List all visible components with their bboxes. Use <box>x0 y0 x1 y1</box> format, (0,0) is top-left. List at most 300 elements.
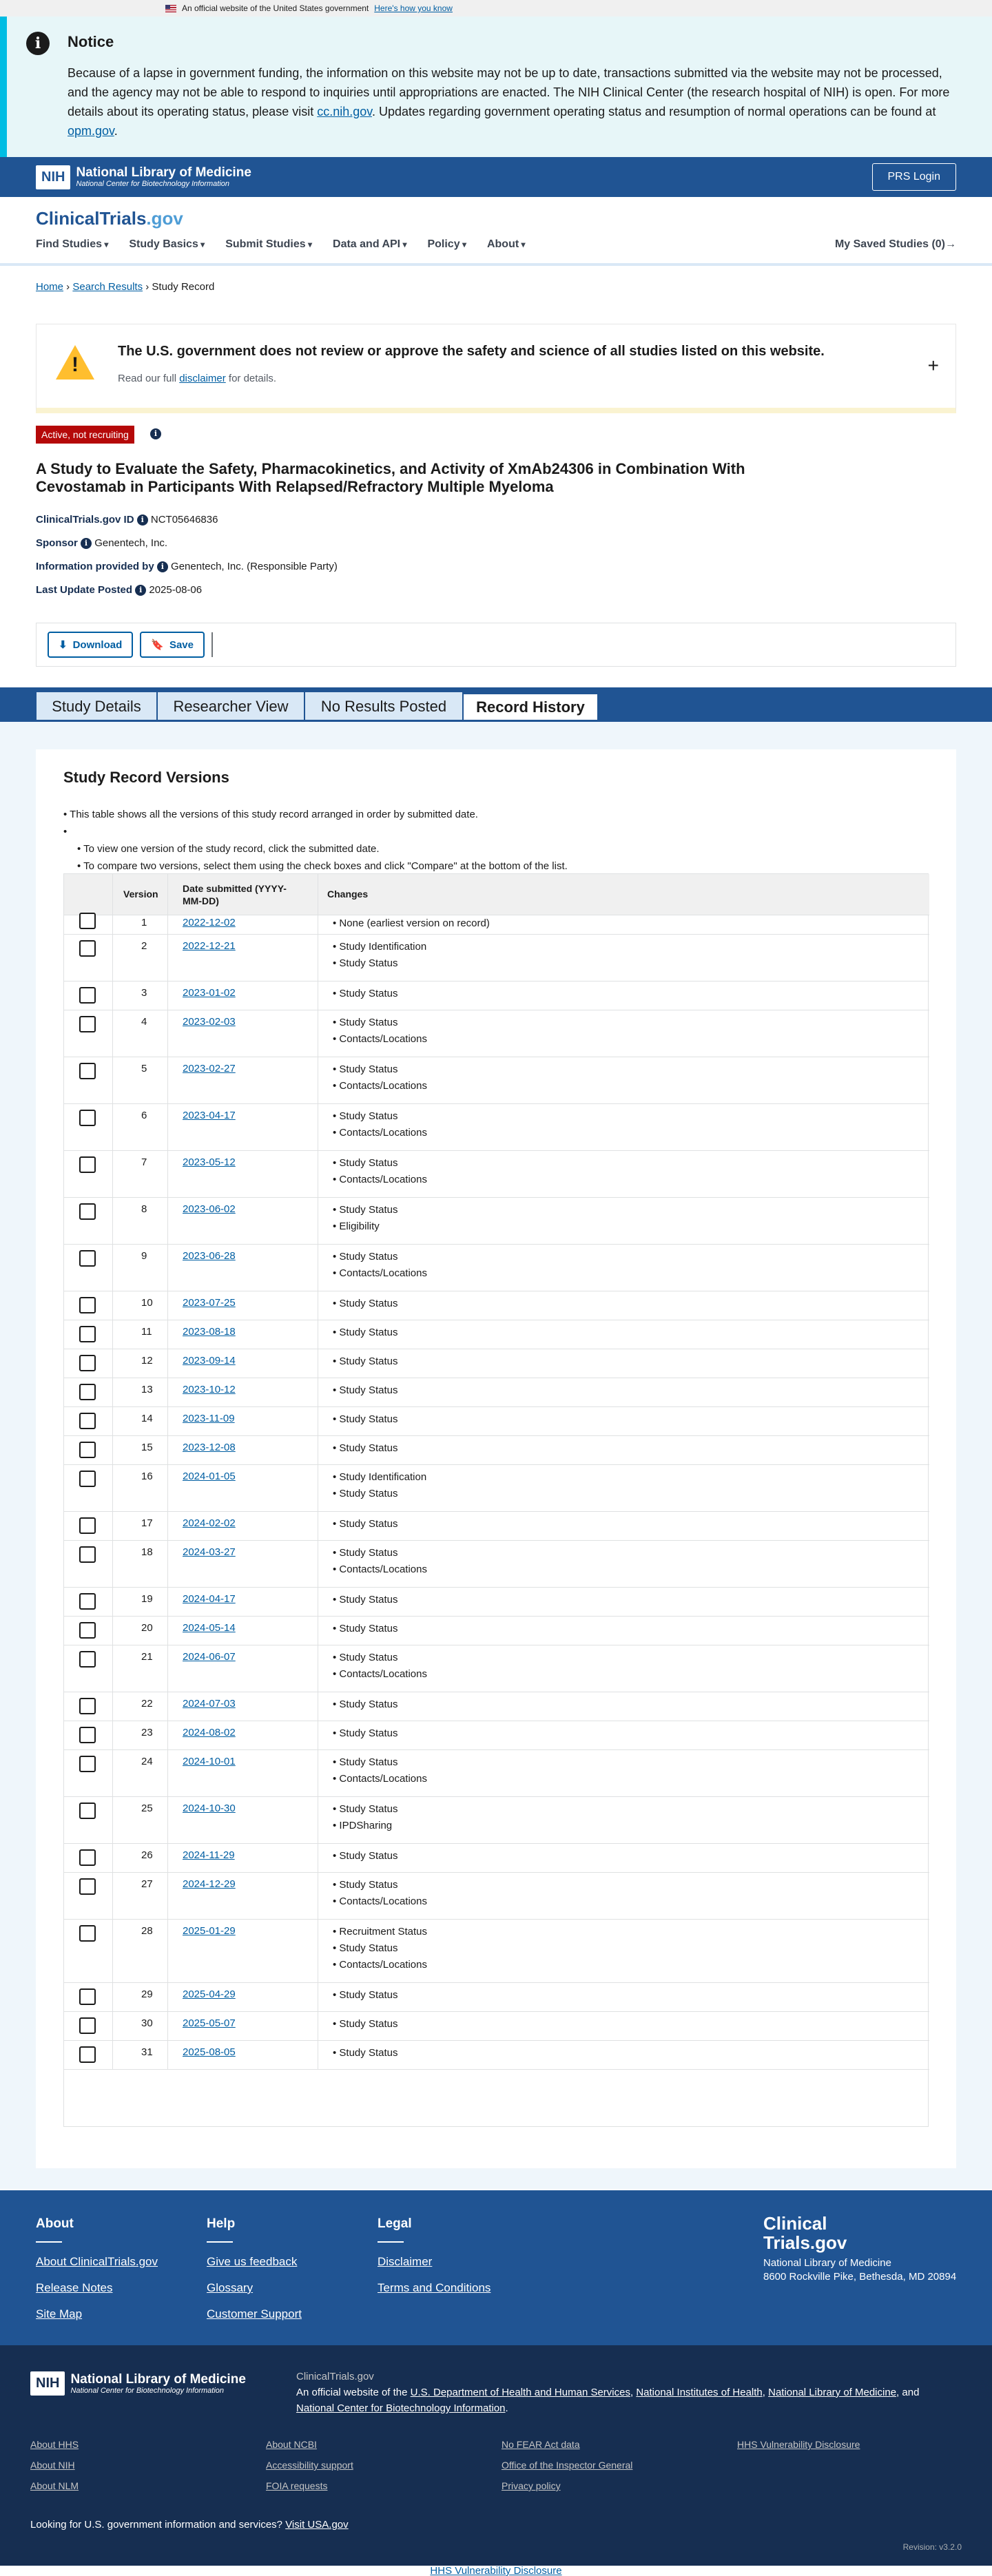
compare-checkbox[interactable] <box>79 1250 96 1267</box>
table-row <box>64 1692 929 1721</box>
change-item: • Study Status <box>333 1696 397 1713</box>
changes-list <box>333 1325 397 1341</box>
table-row <box>64 1797 929 1844</box>
footer-brand <box>763 2214 956 2284</box>
version-number: 22 <box>141 1698 153 1710</box>
cc-nih-link[interactable]: cc.nih.gov <box>317 105 372 118</box>
change-item: • Study Status <box>333 1987 397 2004</box>
footer-nih-link[interactable]: National Institutes of Health <box>636 2387 763 2398</box>
expand-icon[interactable]: + <box>927 355 939 376</box>
version-date-link[interactable]: 2024-12-29 <box>183 1878 236 1890</box>
version-date-link[interactable]: 2024-11-29 <box>183 1849 235 1861</box>
versions-instructions <box>63 806 568 875</box>
compare-checkbox[interactable] <box>79 1413 96 1429</box>
column-divider <box>167 1320 168 1349</box>
version-date-link[interactable]: 2024-04-17 <box>183 1593 236 1605</box>
warning-icon: ! <box>56 345 94 380</box>
column-divider <box>112 874 113 915</box>
compare-checkbox[interactable] <box>79 1517 96 1534</box>
table-row <box>64 1198 929 1245</box>
table-row <box>64 1057 929 1104</box>
action-divider <box>211 632 213 657</box>
column-divider <box>112 1797 113 1844</box>
version-date-link[interactable]: 2025-01-29 <box>183 1925 236 1937</box>
link-hhs-vuln[interactable]: HHS Vulnerability Disclosure <box>737 2439 860 2450</box>
version-date-link[interactable]: 2023-04-17 <box>183 1110 236 1121</box>
column-divider <box>112 1349 113 1378</box>
nih-logo-box: NIH <box>36 165 70 189</box>
version-date-link[interactable]: 2023-07-25 <box>183 1297 236 1309</box>
compare-checkbox[interactable] <box>79 1803 96 1819</box>
changes-list <box>333 1108 427 1141</box>
change-item: • Study Status <box>333 1325 397 1341</box>
column-divider <box>167 1198 168 1245</box>
changes-list <box>333 986 397 1002</box>
column-divider <box>167 1104 168 1151</box>
disclaimer-link[interactable]: disclaimer <box>179 373 226 384</box>
compare-checkbox[interactable] <box>79 1878 96 1895</box>
change-item: • Contacts/Locations <box>333 1172 427 1188</box>
version-date-link[interactable]: 2025-08-05 <box>183 2046 236 2058</box>
nav-data-api[interactable]: Data and API ▾ <box>333 238 406 251</box>
table-row <box>64 1750 929 1797</box>
column-divider <box>112 1617 113 1645</box>
instruction-subitems <box>63 823 568 875</box>
bottom-hhs-link-wrap <box>0 2566 992 2576</box>
change-item: • Study Status <box>333 1155 427 1172</box>
link-about-nih[interactable]: About NIH <box>30 2460 75 2471</box>
nlm-sub: National Center for Biotechnology Information <box>76 180 230 188</box>
table-row <box>64 1588 929 1617</box>
change-item: • Study Status <box>333 955 426 972</box>
column-divider <box>167 1378 168 1407</box>
footer-link-glossary[interactable]: Glossary <box>207 2281 254 2294</box>
compare-checkbox[interactable] <box>79 1016 96 1032</box>
change-item: • Study Status <box>333 1296 397 1312</box>
compare-checkbox[interactable] <box>79 1756 96 1772</box>
footer-site-name: ClinicalTrials.gov <box>296 2371 374 2382</box>
compare-checkbox[interactable] <box>79 940 96 957</box>
gov-banner <box>0 0 992 17</box>
footer-help-heading: Help <box>207 2216 236 2231</box>
provided-info-icon[interactable]: i <box>157 561 168 572</box>
changes-list <box>333 1987 397 2004</box>
version-number: 28 <box>141 1925 153 1937</box>
opm-link[interactable]: opm.gov <box>68 124 114 138</box>
compare-checkbox[interactable] <box>79 1988 96 2005</box>
column-divider <box>167 1721 168 1750</box>
footer-rule <box>36 2241 62 2243</box>
version-date-link[interactable]: 2024-10-30 <box>183 1803 236 1814</box>
my-saved-studies-link[interactable]: My Saved Studies (0)→ <box>834 238 956 250</box>
usa-gov-link[interactable]: Visit USA.gov <box>285 2519 349 2531</box>
sponsor-info-icon[interactable]: i <box>81 538 92 549</box>
footer-official-text <box>296 2369 958 2416</box>
nlm-logo[interactable] <box>36 165 251 189</box>
version-date-link[interactable]: 2023-12-08 <box>183 1442 236 1453</box>
version-number: 2 <box>141 940 147 952</box>
change-item: • Study Status <box>333 1877 427 1893</box>
updated-info-icon[interactable]: i <box>135 585 146 596</box>
version-date-link[interactable]: 2024-06-07 <box>183 1651 236 1663</box>
changes-list <box>333 1516 397 1533</box>
changes-list <box>333 1015 427 1048</box>
compare-checkbox[interactable] <box>79 1203 96 1220</box>
column-divider <box>112 1198 113 1245</box>
footer-sep: , and <box>896 2387 920 2398</box>
column-divider <box>167 1750 168 1797</box>
link-foia[interactable]: FOIA requests <box>266 2480 328 2491</box>
link-about-ncbi[interactable]: About NCBI <box>266 2439 317 2450</box>
footer-link-support[interactable]: Customer Support <box>207 2307 302 2320</box>
table-row <box>64 1465 929 1512</box>
changes-list <box>333 1754 427 1787</box>
compare-checkbox[interactable] <box>79 1925 96 1942</box>
footer-link-release-notes[interactable]: Release Notes <box>36 2281 113 2294</box>
changes-list <box>333 1725 397 1742</box>
version-date-link[interactable]: 2024-10-01 <box>183 1756 236 1767</box>
version-date-link[interactable]: 2022-12-21 <box>183 940 236 952</box>
version-number: 6 <box>141 1110 147 1121</box>
breadcrumb-search-results[interactable]: Search Results <box>72 281 143 293</box>
nav-about[interactable]: About ▾ <box>487 238 526 251</box>
study-id-info-icon[interactable]: i <box>137 515 148 526</box>
footer-about-col <box>36 2216 158 2334</box>
change-item: • Eligibility <box>333 1218 397 1235</box>
version-date-link[interactable]: 2023-06-28 <box>183 1250 236 1262</box>
change-item: • Study Status <box>333 2016 397 2033</box>
version-date-link[interactable]: 2023-06-02 <box>183 1203 236 1215</box>
change-item: • Study Identification <box>333 1469 426 1486</box>
table-row <box>64 2041 929 2070</box>
change-item: • None (earliest version on record) <box>333 915 490 932</box>
disclaimer-box <box>36 324 956 413</box>
changes-list <box>333 915 490 932</box>
change-item: • Contacts/Locations <box>333 1957 427 1973</box>
sponsor: Genentech, Inc. <box>94 537 168 549</box>
provided-by: Genentech, Inc. (Responsible Party) <box>171 561 338 572</box>
column-divider <box>167 1797 168 1844</box>
footer-hhs-link[interactable]: U.S. Department of Health and Human Services <box>410 2387 630 2398</box>
nav-find-studies[interactable]: Find Studies ▾ <box>36 238 108 251</box>
change-item: • IPDSharing <box>333 1818 397 1834</box>
change-item: • Study Status <box>333 2045 397 2061</box>
changes-list <box>333 1592 397 1608</box>
gov-banner-link[interactable]: Here's how you know <box>374 3 453 13</box>
version-number: 12 <box>141 1355 153 1367</box>
change-item: • Study Status <box>333 1411 397 1428</box>
table-row <box>64 915 929 935</box>
changes-list <box>333 1469 426 1502</box>
link-no-fear[interactable]: No FEAR Act data <box>502 2439 580 2450</box>
link-about-hhs[interactable]: About HHS <box>30 2439 79 2450</box>
versions-card <box>36 749 956 2168</box>
version-number: 30 <box>141 2017 153 2029</box>
compare-checkbox[interactable] <box>79 1727 96 1743</box>
version-date-link[interactable]: 2023-09-14 <box>183 1355 236 1367</box>
version-date-link[interactable]: 2022-12-02 <box>183 917 236 928</box>
compare-checkbox[interactable] <box>79 1593 96 1610</box>
action-bar <box>36 623 956 667</box>
column-divider <box>167 1692 168 1721</box>
column-divider <box>112 1151 113 1198</box>
version-number: 25 <box>141 1803 153 1814</box>
footer-address-1: National Library of Medicine <box>763 2257 891 2269</box>
info-icon: i <box>26 32 50 55</box>
version-date-link[interactable]: 2024-08-02 <box>183 1727 236 1738</box>
notice-text-1: Because of a lapse in government funding, the information on this website may not be up to date, transactions submitted via the website may not be processed, and the agency may not be able to respond to inquiries until appropriations are enacted. The NIH Clinical Center (the research hospital of NIH) is open. For more details about its operating status, please visit <box>68 66 950 118</box>
table-row <box>64 981 929 1010</box>
header-version: Version <box>123 889 158 900</box>
version-number: 4 <box>141 1016 147 1028</box>
footer-links-col4 <box>737 2439 860 2460</box>
change-item: • Study Status <box>333 1486 426 1502</box>
nlm-bar <box>0 157 992 197</box>
table-row <box>64 1983 929 2012</box>
footer-link-feedback[interactable]: Give us feedback <box>207 2255 298 2268</box>
bottom-hhs-link[interactable]: HHS Vulnerability Disclosure <box>430 2565 562 2576</box>
footer-link-about-ct[interactable]: About ClinicalTrials.gov <box>36 2255 158 2268</box>
last-update: 2025-08-06 <box>149 584 203 596</box>
changes-list <box>333 1249 427 1282</box>
column-divider <box>112 1057 113 1104</box>
versions-table <box>63 873 929 2127</box>
table-row <box>64 1320 929 1349</box>
agency-footer <box>0 2345 992 2566</box>
compare-checkbox[interactable] <box>79 1698 96 1714</box>
compare-checkbox[interactable] <box>79 987 96 1004</box>
table-row <box>64 1349 929 1378</box>
version-number: 3 <box>141 987 147 999</box>
column-divider <box>112 1291 113 1320</box>
sponsor-row <box>36 537 167 549</box>
usa-text: Looking for U.S. government information and services? <box>30 2519 286 2531</box>
change-item: • Contacts/Locations <box>333 1893 427 1910</box>
footer-sep: , <box>630 2387 637 2398</box>
changes-list <box>333 1202 397 1235</box>
version-date-link[interactable]: 2025-04-29 <box>183 1988 236 2000</box>
compare-checkbox[interactable] <box>79 1156 96 1173</box>
column-divider <box>167 1920 168 1983</box>
compare-checkbox[interactable] <box>79 1622 96 1639</box>
tab-study-details[interactable]: Study Details <box>36 692 157 720</box>
link-about-nlm[interactable]: About NLM <box>30 2480 79 2491</box>
changes-list <box>333 939 426 972</box>
version-number: 19 <box>141 1593 153 1605</box>
footer-nlm-link[interactable]: National Library of Medicine <box>768 2387 897 2398</box>
status-badge: Active, not recruiting <box>36 426 134 444</box>
footer-help-col <box>207 2216 302 2334</box>
footer-nlm-name: National Library of Medicine <box>70 2371 246 2387</box>
column-divider <box>167 1645 168 1692</box>
link-privacy[interactable]: Privacy policy <box>502 2480 561 2491</box>
link-accessibility[interactable]: Accessibility support <box>266 2460 353 2471</box>
changes-list <box>333 2045 397 2061</box>
column-divider <box>167 1407 168 1436</box>
changes-list <box>333 1696 397 1713</box>
us-flag-icon <box>165 5 176 12</box>
changes-list <box>333 2016 397 2033</box>
column-divider <box>112 1873 113 1920</box>
version-date-link[interactable]: 2023-01-02 <box>183 987 236 999</box>
footer-address-2: 8600 Rockville Pike, Bethesda, MD 20894 <box>763 2271 957 2283</box>
footer-brand-b: Trials.gov <box>763 2232 847 2253</box>
column-divider <box>167 1436 168 1465</box>
table-row <box>64 1920 929 1983</box>
change-item: • Study Status <box>333 1061 427 1078</box>
footer-legal-heading: Legal <box>378 2216 412 2231</box>
version-number: 7 <box>141 1156 147 1168</box>
footer-rule <box>207 2241 233 2243</box>
column-divider <box>112 1692 113 1721</box>
compare-checkbox[interactable] <box>79 1546 96 1563</box>
change-item: • Contacts/Locations <box>333 1078 427 1094</box>
nav-submit-studies[interactable]: Submit Studies ▾ <box>225 238 312 251</box>
header-changes: Changes <box>327 889 369 900</box>
instruction-subitem: • To compare two versions, select them using the check boxes and click "Compare" at the bottom of the list. <box>77 858 568 875</box>
compare-checkbox[interactable] <box>79 913 96 929</box>
table-row <box>64 1378 929 1407</box>
footer-links-col2 <box>266 2439 353 2501</box>
compare-checkbox[interactable] <box>79 2046 96 2063</box>
footer-end: . <box>505 2402 508 2414</box>
compare-checkbox[interactable] <box>79 1297 96 1313</box>
shutdown-notice <box>0 17 992 157</box>
version-date-link[interactable]: 2023-02-03 <box>183 1016 236 1028</box>
instruction-item: • This table shows all the versions of this study record arranged in order by submitted date. <box>63 806 568 823</box>
change-item: • Study Status <box>333 1621 397 1637</box>
column-divider <box>167 1541 168 1588</box>
column-divider <box>112 915 113 935</box>
download-icon: ⬇ <box>59 639 68 651</box>
version-date-link[interactable]: 2023-10-12 <box>183 1384 236 1395</box>
table-row <box>64 1245 929 1291</box>
site-logo[interactable] <box>36 208 183 229</box>
breadcrumb-home[interactable]: Home <box>36 281 64 293</box>
table-row <box>64 1407 929 1436</box>
tab-researcher-view[interactable]: Researcher View <box>157 692 304 720</box>
version-date-link[interactable]: 2024-07-03 <box>183 1698 236 1710</box>
compare-checkbox[interactable] <box>79 1384 96 1400</box>
changes-list <box>333 1440 397 1457</box>
table-row <box>64 1873 929 1920</box>
disclaimer-text <box>118 373 276 384</box>
version-number: 16 <box>141 1471 153 1482</box>
column-divider <box>167 1512 168 1541</box>
nlm-logo-text <box>76 166 251 188</box>
table-row <box>64 935 929 981</box>
compare-checkbox[interactable] <box>79 1849 96 1866</box>
link-oig[interactable]: Office of the Inspector General <box>502 2460 633 2471</box>
column-divider <box>112 1844 113 1873</box>
version-date-link[interactable]: 2024-05-14 <box>183 1622 236 1634</box>
column-divider <box>167 1291 168 1320</box>
save-button[interactable] <box>140 632 205 658</box>
version-date-link[interactable]: 2024-02-02 <box>183 1517 236 1529</box>
changes-list <box>333 1801 397 1834</box>
compare-checkbox[interactable] <box>79 1355 96 1371</box>
nav-policy[interactable]: Policy ▾ <box>427 238 466 251</box>
table-row <box>64 1151 929 1198</box>
version-number: 13 <box>141 1384 153 1395</box>
compare-checkbox[interactable] <box>79 1442 96 1458</box>
footer-nlm-logo[interactable] <box>30 2371 246 2396</box>
footer-sep: , <box>762 2387 769 2398</box>
tab-no-results-posted[interactable]: No Results Posted <box>304 692 463 720</box>
changes-list <box>333 1061 427 1094</box>
gov-banner-text: An official website of the United States government <box>182 3 369 13</box>
change-item: • Recruitment Status <box>333 1924 427 1940</box>
footer-link-terms[interactable]: Terms and Conditions <box>378 2281 491 2294</box>
compare-checkbox[interactable] <box>79 2017 96 2034</box>
version-number: 5 <box>141 1063 147 1074</box>
change-item: • Study Status <box>333 1725 397 1742</box>
column-divider <box>167 1245 168 1291</box>
footer-link-disclaimer[interactable]: Disclaimer <box>378 2255 433 2268</box>
nav-study-basics[interactable]: Study Basics ▾ <box>129 238 205 251</box>
download-button[interactable] <box>48 632 133 658</box>
footer-ncbi-link[interactable]: National Center for Biotechnology Information <box>296 2402 506 2414</box>
footer-official-a: An official website of the <box>296 2387 411 2398</box>
changes-list <box>333 1848 397 1865</box>
column-divider <box>112 1645 113 1692</box>
disclaimer-text-a: Read our full <box>118 373 180 384</box>
table-row <box>64 1436 929 1465</box>
site-header <box>0 197 992 266</box>
version-date-link[interactable]: 2024-03-27 <box>183 1546 236 1558</box>
column-divider <box>167 1873 168 1920</box>
change-item: • Contacts/Locations <box>333 1125 427 1141</box>
footer-link-site-map[interactable]: Site Map <box>36 2307 83 2320</box>
version-date-link[interactable]: 2024-01-05 <box>183 1471 236 1482</box>
column-divider <box>112 1436 113 1465</box>
version-number: 24 <box>141 1756 153 1767</box>
column-divider <box>112 1320 113 1349</box>
footer-about-heading: About <box>36 2216 74 2231</box>
status-info-icon[interactable]: i <box>150 428 161 439</box>
table-row <box>64 1010 929 1057</box>
prs-login-button[interactable]: PRS Login <box>872 163 957 191</box>
compare-checkbox[interactable] <box>79 1110 96 1126</box>
table-row <box>64 2012 929 2041</box>
version-date-link[interactable]: 2023-02-27 <box>183 1063 236 1074</box>
changes-list <box>333 1155 427 1188</box>
column-divider <box>167 935 168 981</box>
versions-heading: Study Record Versions <box>63 769 229 786</box>
table-row <box>64 1645 929 1692</box>
compare-checkbox[interactable] <box>79 1326 96 1342</box>
updated-label: Last Update Posted <box>36 584 133 596</box>
study-id-label: ClinicalTrials.gov ID <box>36 514 134 526</box>
save-label: Save <box>169 638 194 651</box>
study-tabs <box>36 692 598 720</box>
change-item: • Study Identification <box>333 939 426 955</box>
version-date-link[interactable]: 2025-05-07 <box>183 2017 236 2029</box>
change-item: • Contacts/Locations <box>333 1265 427 1282</box>
change-item: • Study Status <box>333 1440 397 1457</box>
version-date-link[interactable]: 2023-08-18 <box>183 1326 236 1338</box>
compare-checkbox[interactable] <box>79 1063 96 1079</box>
version-number: 8 <box>141 1203 147 1215</box>
compare-checkbox[interactable] <box>79 1471 96 1487</box>
column-divider <box>167 915 168 935</box>
change-item: • Contacts/Locations <box>333 1561 427 1578</box>
version-date-link[interactable]: 2023-05-12 <box>183 1156 236 1168</box>
version-date-link[interactable]: 2023-11-09 <box>183 1413 235 1424</box>
brand-part-a: ClinicalTrials <box>36 208 147 229</box>
tab-record-history[interactable]: Record History <box>463 692 598 720</box>
compare-checkbox[interactable] <box>79 1651 96 1668</box>
